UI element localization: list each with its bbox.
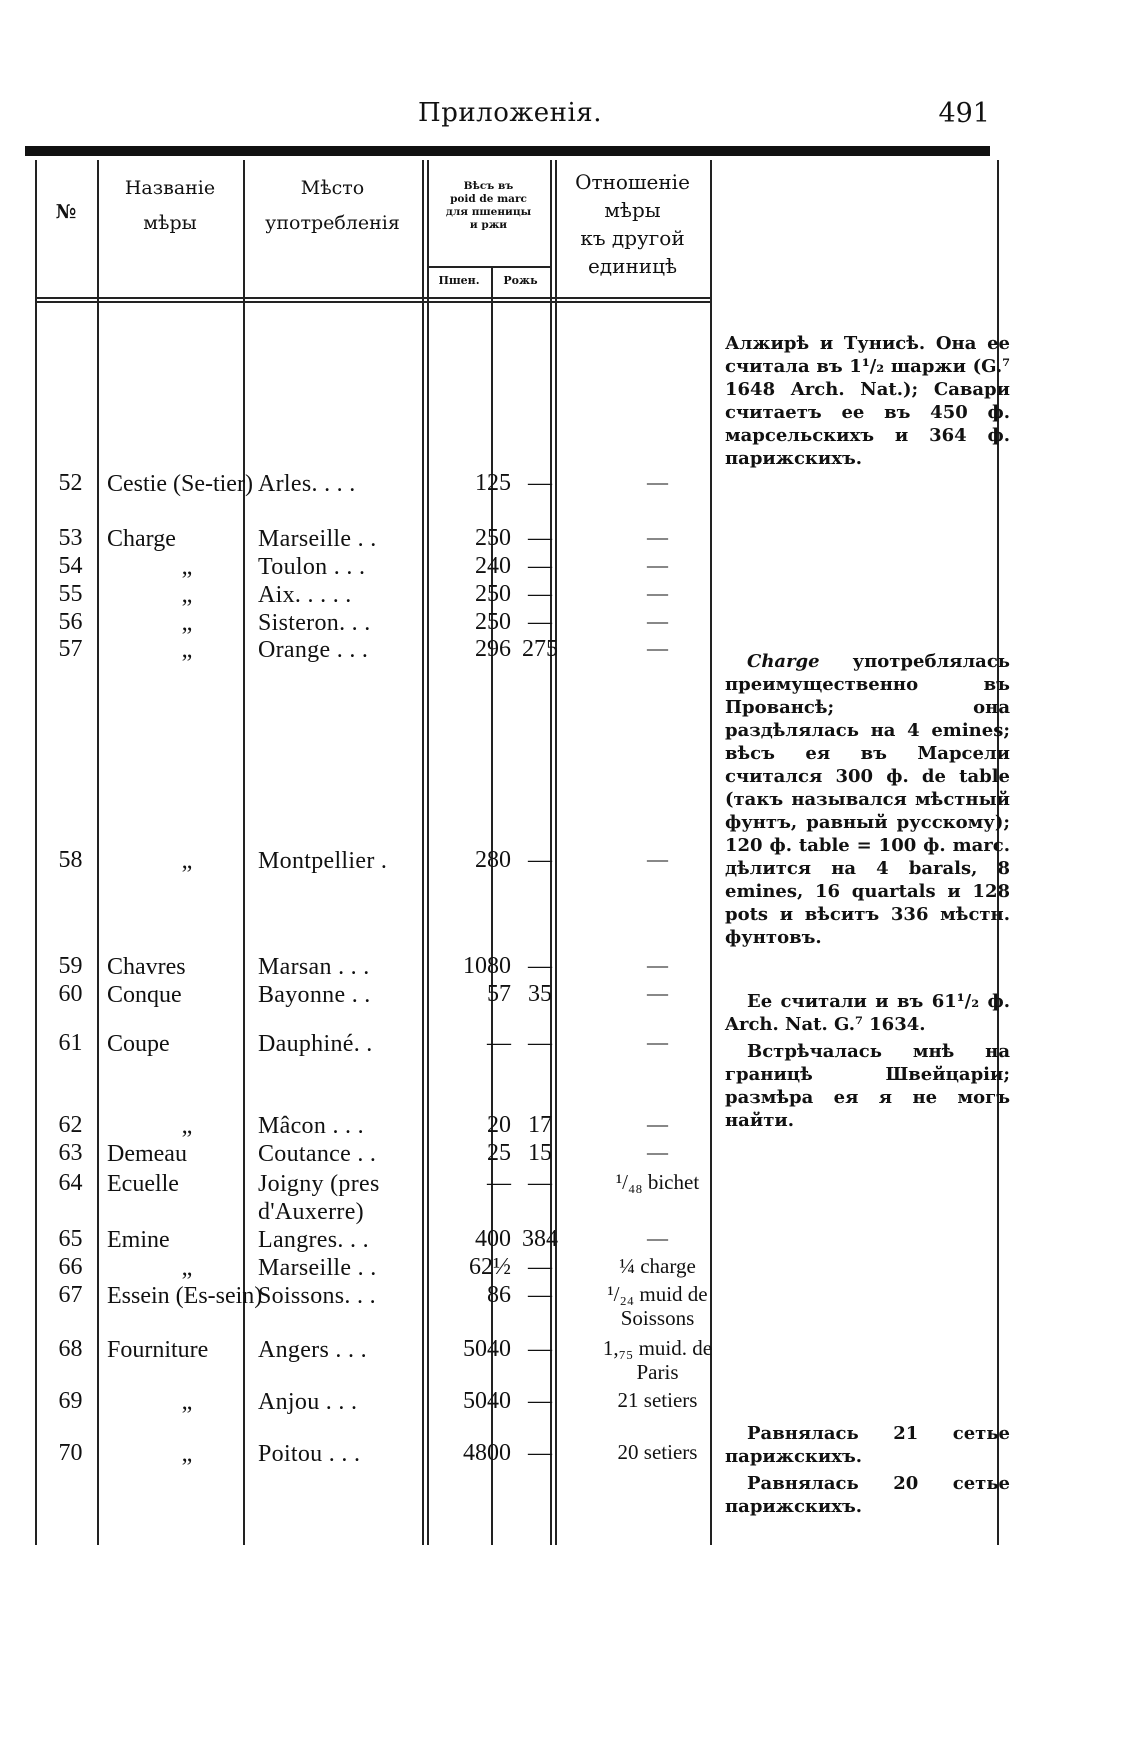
row-number: 63 bbox=[58, 1140, 83, 1166]
weight-wheat: — bbox=[487, 1170, 511, 1196]
place-of-use: Mâcon . . . bbox=[258, 1113, 364, 1139]
weight-rye: — bbox=[528, 1440, 552, 1466]
measure-name: Conque bbox=[107, 982, 182, 1008]
place-of-use: Orange . . . bbox=[258, 637, 369, 663]
measures-table bbox=[25, 160, 1010, 1545]
relation-to-unit: — bbox=[647, 581, 668, 605]
measure-name: Coupe bbox=[107, 1031, 170, 1057]
weight-rye: — bbox=[528, 581, 552, 607]
measure-name: Fourniture bbox=[107, 1337, 209, 1363]
relation-to-unit: 20 setiers bbox=[617, 1440, 698, 1464]
relation-to-unit: — bbox=[647, 525, 668, 549]
row-number: 69 bbox=[58, 1388, 83, 1414]
running-header bbox=[30, 98, 990, 138]
weight-rye: — bbox=[528, 1254, 552, 1280]
weight-wheat: 125 bbox=[475, 470, 511, 496]
weight-rye: 35 bbox=[528, 981, 552, 1007]
weight-rye: 275 bbox=[522, 636, 558, 662]
relation-to-unit: ¹/₄₈ bichet bbox=[615, 1170, 700, 1194]
header-bottom-rule bbox=[35, 301, 712, 303]
relation-to-unit: — bbox=[647, 1140, 668, 1164]
weight-wheat: 57 bbox=[487, 981, 511, 1007]
relation-to-unit: — bbox=[647, 1226, 668, 1250]
weight-rye: — bbox=[528, 847, 552, 873]
row-number: 54 bbox=[58, 553, 83, 579]
row-number: 65 bbox=[58, 1226, 83, 1252]
weight-rye: — bbox=[528, 470, 552, 496]
measure-name: „ bbox=[181, 1389, 193, 1415]
measure-name: Charge bbox=[107, 526, 176, 552]
row-number: 56 bbox=[58, 609, 83, 635]
place-of-use: Dauphiné. . bbox=[258, 1031, 373, 1057]
measure-name: Cestie (Se-tier) bbox=[107, 471, 253, 497]
measure-name: „ bbox=[181, 582, 193, 608]
place-of-use: Montpellier . bbox=[258, 848, 388, 874]
row-number: 58 bbox=[58, 847, 83, 873]
measure-name: Chavres bbox=[107, 954, 186, 980]
note-coupe: Встрѣчалась мнѣ на границѣ Швейцарiи; размѣра ея я не могъ найти. bbox=[725, 1041, 1010, 1131]
row-number: 64 bbox=[58, 1170, 83, 1196]
weight-rye: — bbox=[528, 1336, 552, 1362]
place-of-use: Bayonne . . bbox=[258, 982, 371, 1008]
relation-to-unit: — bbox=[647, 953, 668, 977]
row-number: 59 bbox=[58, 953, 83, 979]
relation-to-unit: 1,₇₅ muid. de Paris bbox=[602, 1336, 713, 1384]
relation-to-unit: ¼ charge bbox=[619, 1254, 696, 1278]
row-number: 55 bbox=[58, 581, 83, 607]
place-of-use: Aix. . . . . bbox=[258, 582, 352, 608]
row-number: 57 bbox=[58, 636, 83, 662]
note-charge: Charge употреблялась преимущественно въ Провансѣ; она раздѣлялась на 4 emines; вѣсъ ея въ Марсели считался 300 ф. de table (такъ назывался мѣстный фунтъ, равный русскому); 120 ф. table = 100 ф. marc. дѣлится на 4 barals, 8 emines, 16 quartals и 128 pots и вѣситъ 336 мѣстн. фунтовъ. bbox=[725, 651, 1010, 948]
col-header-relation: Отношенiе мѣры къ другой единицѣ bbox=[575, 170, 690, 278]
page-number: 491 bbox=[938, 98, 990, 129]
measure-name: „ bbox=[181, 1255, 193, 1281]
row-number: 70 bbox=[58, 1440, 83, 1466]
relation-to-unit: — bbox=[647, 1112, 668, 1136]
measure-name: Ecuelle bbox=[107, 1171, 179, 1197]
measure-name: „ bbox=[181, 1113, 193, 1139]
weight-wheat: 5040 bbox=[463, 1336, 511, 1362]
row-number: 66 bbox=[58, 1254, 83, 1280]
place-of-use: Arles. . . . bbox=[258, 471, 356, 497]
col-header-name: Названiе мѣры bbox=[124, 177, 216, 234]
weight-subheader-rule bbox=[427, 266, 552, 268]
place-of-use: Anjou . . . bbox=[258, 1389, 358, 1415]
weight-wheat: 4800 bbox=[463, 1440, 511, 1466]
weight-rye: 384 bbox=[522, 1226, 558, 1252]
place-of-use: Marsan . . . bbox=[258, 954, 370, 980]
weight-rye: — bbox=[528, 1170, 552, 1196]
weight-rye: — bbox=[528, 1388, 552, 1414]
row-number: 67 bbox=[58, 1282, 83, 1308]
weight-wheat: 280 bbox=[475, 847, 511, 873]
col-header-no: № bbox=[55, 201, 77, 223]
relation-to-unit: 21 setiers bbox=[617, 1388, 698, 1412]
weight-rye: 15 bbox=[528, 1140, 552, 1166]
place-of-use: Angers . . . bbox=[258, 1337, 367, 1363]
relation-to-unit: — bbox=[647, 553, 668, 577]
measure-name: „ bbox=[181, 1441, 193, 1467]
measure-name: „ bbox=[181, 637, 193, 663]
weight-rye: — bbox=[528, 553, 552, 579]
relation-to-unit: — bbox=[647, 470, 668, 494]
row-number: 60 bbox=[58, 981, 83, 1007]
measure-name: „ bbox=[181, 554, 193, 580]
relation-to-unit: — bbox=[647, 981, 668, 1005]
weight-wheat: 250 bbox=[475, 609, 511, 635]
place-of-use: Soissons. . . bbox=[258, 1283, 376, 1309]
page-title: Приложенiя. bbox=[418, 98, 602, 128]
weight-rye: — bbox=[528, 1030, 552, 1056]
place-of-use: Joigny (pres d'Auxerre) bbox=[258, 1171, 380, 1225]
relation-to-unit: ¹/₂₄ muid de Soissons bbox=[607, 1282, 708, 1330]
weight-wheat: 296 bbox=[475, 636, 511, 662]
header-bottom-rule bbox=[35, 297, 712, 299]
measure-name: Emine bbox=[107, 1227, 170, 1253]
place-of-use: Marseille . . bbox=[258, 1255, 377, 1281]
note-poitou: Равнялась 20 сетье парижскихъ. bbox=[725, 1473, 1010, 1517]
table-border-left bbox=[35, 160, 37, 1545]
measure-name: Demeau bbox=[107, 1141, 187, 1167]
col-header-rye: Рожь bbox=[503, 274, 538, 287]
weight-wheat: 5040 bbox=[463, 1388, 511, 1414]
weight-rye: — bbox=[528, 525, 552, 551]
row-number: 62 bbox=[58, 1112, 83, 1138]
place-of-use: Poitou . . . bbox=[258, 1441, 361, 1467]
measure-name: Essein (Es-sein) bbox=[107, 1283, 263, 1309]
weight-wheat: 86 bbox=[487, 1282, 511, 1308]
weight-wheat: — bbox=[487, 1030, 511, 1056]
weight-wheat: 250 bbox=[475, 581, 511, 607]
note-conque: Ее считали и въ 61¹/₂ ф. Arch. Nat. G.⁷ 1634. bbox=[725, 991, 1010, 1035]
place-of-use: Marseille . . bbox=[258, 526, 377, 552]
row-number: 61 bbox=[58, 1030, 83, 1056]
note-anjou: Равнялась 21 сетье парижскихъ. bbox=[725, 1423, 1010, 1467]
place-of-use: Coutance . . bbox=[258, 1141, 377, 1167]
weight-rye: — bbox=[528, 609, 552, 635]
col-header-wheat: Пшен. bbox=[438, 274, 480, 287]
weight-rye: — bbox=[528, 1282, 552, 1308]
col-header-weight: Вѣсъ въ poid de marc для пшеницы и ржи bbox=[445, 180, 532, 232]
weight-rye: 17 bbox=[528, 1112, 552, 1138]
weight-wheat: 400 bbox=[475, 1226, 511, 1252]
place-of-use: Sisteron. . . bbox=[258, 610, 371, 636]
weight-wheat: 250 bbox=[475, 525, 511, 551]
weight-wheat: 1080 bbox=[463, 953, 511, 979]
relation-to-unit: — bbox=[647, 636, 668, 660]
measure-name: „ bbox=[181, 610, 193, 636]
relation-to-unit: — bbox=[647, 609, 668, 633]
place-of-use: Langres. . . bbox=[258, 1227, 369, 1253]
header-rule bbox=[25, 146, 990, 156]
weight-wheat: 25 bbox=[487, 1140, 511, 1166]
relation-to-unit: — bbox=[647, 1030, 668, 1054]
row-number: 53 bbox=[58, 525, 83, 551]
weight-wheat: 20 bbox=[487, 1112, 511, 1138]
weight-rye: — bbox=[528, 953, 552, 979]
note-algeria: Алжирѣ и Тунисѣ. Она ее считала въ 1¹/₂ шаржи (G.⁷ 1648 Arch. Nat.); Савари считаетъ ее въ 450 ф. марсельскихъ и 364 ф. парижскихъ. bbox=[725, 333, 1010, 469]
col-header-place: Мѣсто употребленiя bbox=[265, 177, 400, 234]
relation-to-unit: — bbox=[647, 847, 668, 871]
measure-name: „ bbox=[181, 848, 193, 874]
row-number: 68 bbox=[58, 1336, 83, 1362]
weight-wheat: 62½ bbox=[469, 1254, 511, 1280]
row-number: 52 bbox=[58, 470, 83, 496]
place-of-use: Toulon . . . bbox=[258, 554, 366, 580]
weight-wheat: 240 bbox=[475, 553, 511, 579]
